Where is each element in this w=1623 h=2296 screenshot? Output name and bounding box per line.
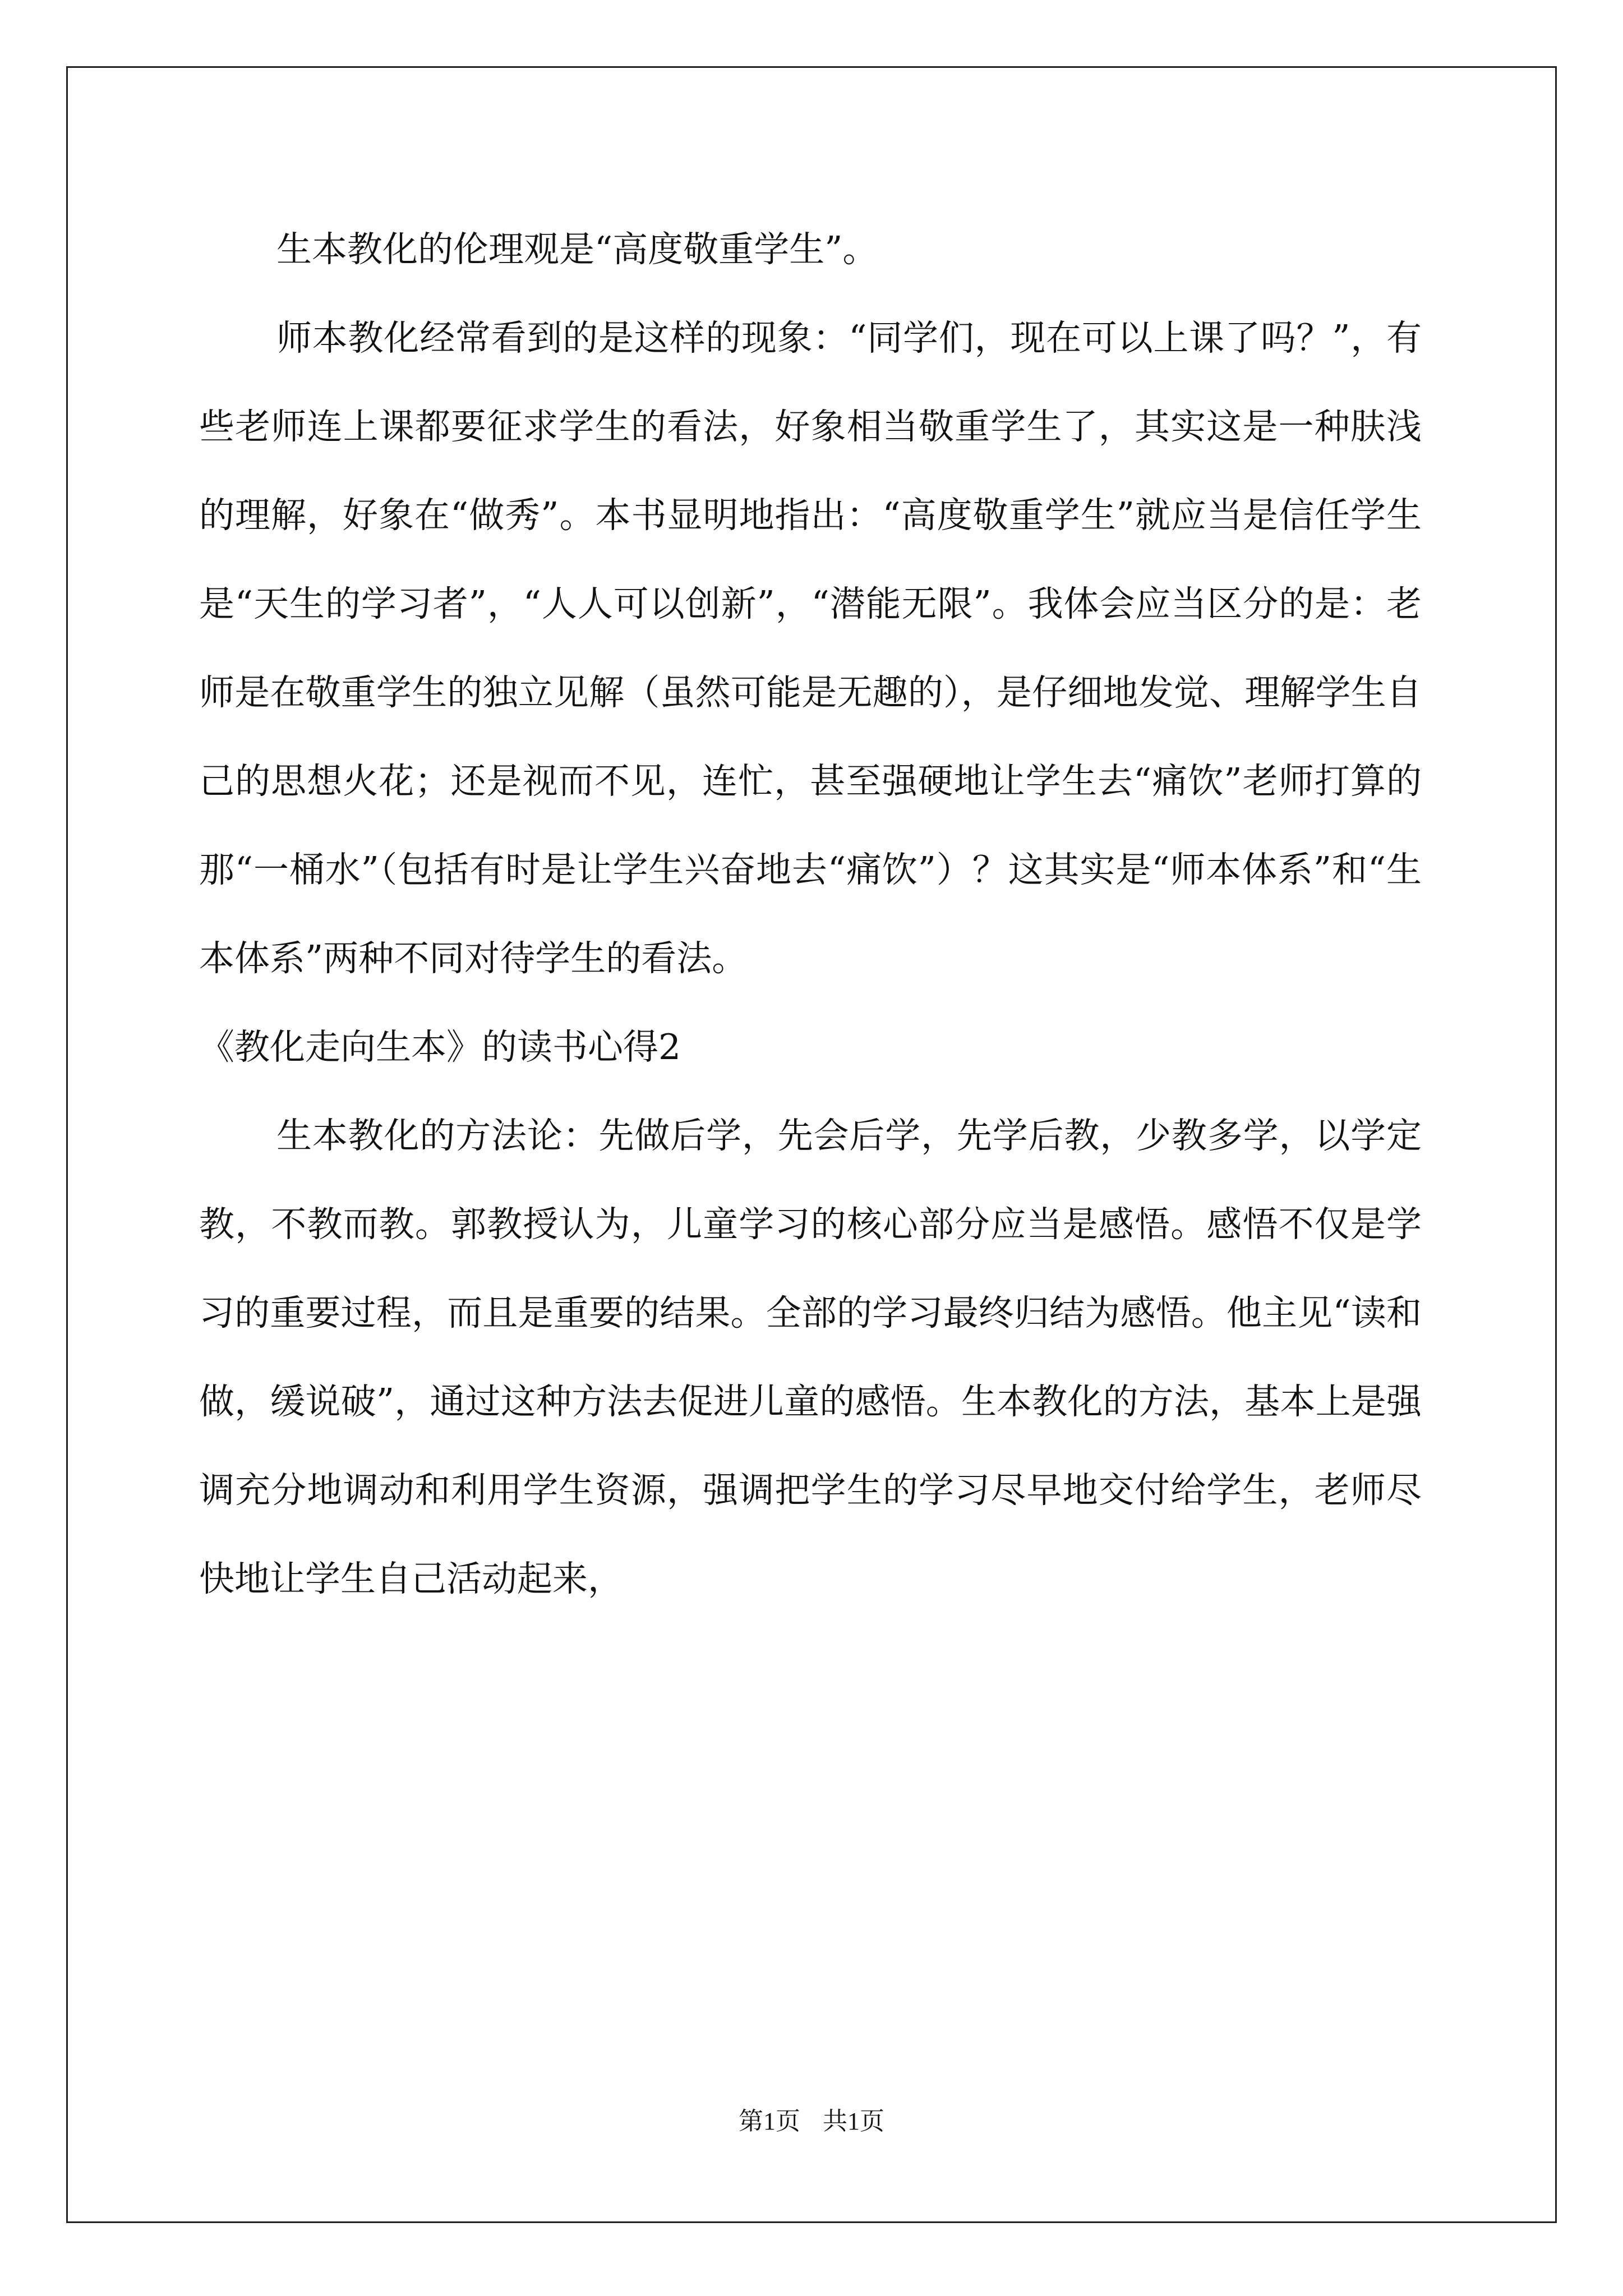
paragraph-ethics: 生本教化的伦理观是“高度敬重学生”。 xyxy=(276,229,878,270)
paragraph-teacher-centered: 师本教化经常看到的是这样的现象：“同学们，现在可以上课了吗？”，有些老师连上课都要征求学生的看法，好象相当敬重学生了，其实这是一种肤浅的理解，好象在“做秀”。本书显明地指出：“高度敬重学生”就应当是信任学生是“天生的学习者”，“人人可以创新”，“潜能无限”。我体会应当区分的是：老师是在敬重学生的独立见解（虽然可能是无趣的），是仔细地发觉、理解学生自己的思想火花；还是视而不见，连忙，甚至强硬地让学生去“痛饮”老师打算的那“一桶水”（包括有时是让学生兴奋地去“痛饮”）？这其实是“师本体系”和“生本体系”两种不同对待学生的看法。 xyxy=(199,318,1422,979)
page-footer xyxy=(0,2105,1623,2138)
page-total: 共1页 xyxy=(823,2108,884,2135)
paragraph-methodology: 生本教化的方法论：先做后学，先会后学，先学后教，少教多学，以学定教，不教而教。郭教授认为，儿童学习的核心部分应当是感悟。感悟不仅是学习的重要过程，而且是重要的结果。全部的学习最终归结为感悟。他主见“读和做，缓说破”，通过这种方法去促进儿童的感悟。生本教化的方法，基本上是强调充分地调动和利用学生资源，强调把学生的学习尽早地交付给学生，老师尽快地让学生自己活动起来， xyxy=(199,1115,1422,1599)
section-heading: 《教化走向生本》的读书心得2 xyxy=(199,1027,681,1068)
document-body xyxy=(199,205,1422,1623)
page-number: 第1页 xyxy=(739,2108,800,2135)
